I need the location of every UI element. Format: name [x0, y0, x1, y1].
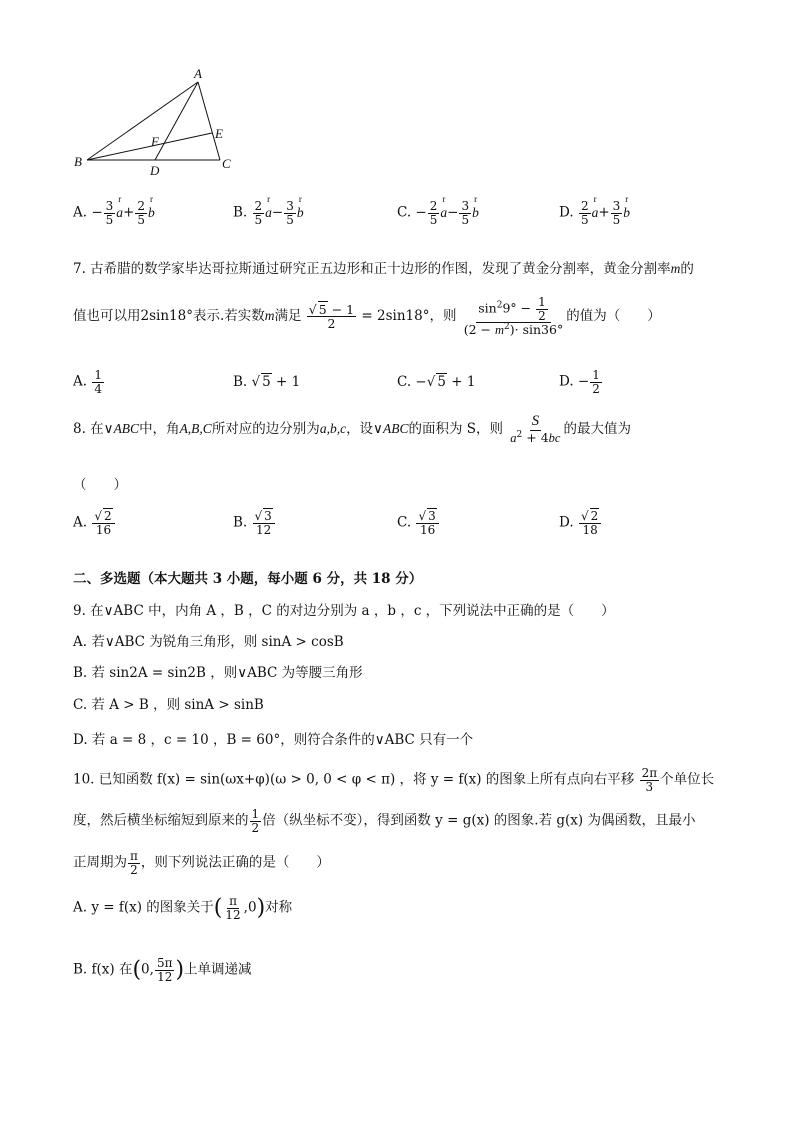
- q8-line1-b: 中，角: [139, 421, 180, 438]
- label-c: C: [222, 156, 231, 171]
- q10-line3-b: ，则下列说法正确的是（ ）: [140, 854, 330, 871]
- q8-paren: （ ）: [73, 477, 127, 493]
- q7-option-b-label: B.: [233, 374, 248, 390]
- q10-option-a[interactable]: A. y = f(x) 的图象关于( $\frac{\pi}{12}$ ,0)对称: [73, 894, 293, 922]
- q8-option-a[interactable]: A. $\frac{√ 2}{16}$: [73, 510, 116, 536]
- q7-line2: 值也可以用2sin18°表示.若实数m满足 $\frac{√ 5 - 1}{2}$ = 2sin18°，则 $\sin^29^\circ$ − $\frac{1}{2}$ $(2 - m^2)\cdot \sin 36^\circ$ 的值为（ ）: [73, 295, 661, 338]
- q6-option-c-label: C.: [397, 204, 412, 221]
- q6-option-c[interactable]: C. − $\frac{2}{5}$ a r − $\frac{3}{5}$ b r: [397, 193, 479, 227]
- q8-line1-c: 所对应的边分别为: [211, 421, 320, 438]
- label-a: A: [194, 66, 202, 81]
- q7-line1-end: 的: [680, 261, 694, 277]
- q9-option-d[interactable]: D. 若 a = 8 ，c = 10 ，B = 60°，则符合条件的∨ABC 只有一个: [73, 732, 474, 748]
- q6-option-a[interactable]: A. − $\frac{3}{5}$ a r + $\frac{2}{5}$ b r: [73, 193, 155, 227]
- q10-line2-b: 倍（纵坐标不变），得到函数 y = g(x) 的图象.若 g(x) 为偶函数，且最小: [262, 812, 696, 829]
- q7-line2-a: 值也可以用2sin18°表示.若实数: [73, 308, 265, 325]
- q7-m: m: [670, 261, 681, 276]
- q8-line1: 8. 在∨ABC中，角A,B,C所对应的边分别为a,b,c，设∨ABC的面积为 S，则 $\frac{S}{a^2 + 4bc}$ 的最大值为: [73, 413, 631, 445]
- q9-option-b[interactable]: B. 若 sin2A = sin2B ，则∨ABC 为等腰三角形: [73, 665, 363, 681]
- q10-option-b[interactable]: B. f(x) 在(0, $\frac{5\pi}{12}$ )上单调递减: [73, 956, 252, 984]
- q10-line2-a: 度，然后横坐标缩短到原来的: [73, 812, 249, 829]
- q8-sides: a,b,c: [319, 421, 347, 437]
- triangle-figure: [70, 62, 245, 182]
- q6-option-d-label: D.: [559, 204, 574, 221]
- q10-line3: 正周期为 $\frac{\pi}{2}$ ，则下列说法正确的是（ ）: [73, 849, 330, 877]
- q7-option-b[interactable]: B. √ 5 + 1: [233, 374, 301, 390]
- q10-option-b-end: 上单调递减: [184, 961, 252, 978]
- q6-option-b[interactable]: B. $\frac{2}{5}$ a r − $\frac{3}{5}$ b r: [233, 193, 304, 227]
- q10-line2: 度，然后横坐标缩短到原来的 $\frac{1}{2}$ 倍（纵坐标不变），得到函数 y = g(x) 的图象.若 g(x) 为偶函数，且最小: [73, 807, 696, 835]
- q8-line1-d: ，设∨: [346, 421, 383, 438]
- label-e: E: [215, 126, 223, 141]
- q7-line2-c: 的值为（ ）: [566, 308, 661, 325]
- q10-option-a-end: 对称: [265, 899, 293, 916]
- q6-option-b-label: B.: [233, 204, 248, 221]
- q10-line3-a: 正周期为: [73, 854, 127, 871]
- q10-line1-b: 个单位长: [660, 771, 715, 788]
- q8-line1-f: 的最大值为: [563, 421, 631, 438]
- section2-title: 二、多选题（本大题共 3 小题，每小题 6 分，共 18 分）: [73, 571, 423, 587]
- q8-option-c[interactable]: C. $\frac{√ 3}{16}$: [397, 510, 440, 536]
- q8-option-a-label: A.: [73, 514, 88, 531]
- label-b: B: [74, 154, 82, 169]
- q8-option-b-label: B.: [233, 514, 248, 531]
- q7-line1-text: 7. 古希腊的数学家毕达哥拉斯通过研究正五边形和正十边形的作图，发现了黄金分割率，黄金分割率: [73, 261, 671, 277]
- q8-option-d-label: D.: [559, 514, 574, 531]
- q6-option-a-label: A.: [73, 204, 88, 221]
- q10-option-a-text: A. y = f(x) 的图象关于: [73, 899, 214, 916]
- q8-line1-a: 8. 在∨: [73, 421, 114, 438]
- q7-option-a-label: A.: [73, 373, 88, 390]
- q7-option-c[interactable]: C. −√ 5 + 1: [397, 374, 476, 390]
- q10-option-b-text: B. f(x) 在: [73, 961, 133, 978]
- label-d: D: [150, 163, 160, 178]
- q9-option-a[interactable]: A. 若∨ABC 为锐角三角形，则 sinA > cosB: [73, 634, 344, 650]
- q9-option-c[interactable]: C. 若 A > B ，则 sinA > sinB: [73, 697, 264, 713]
- q10-line1: 10. 已知函数 f(x) = sin(ωx+φ)(ω > 0, 0 < φ < π) ，将 y = f(x) 的图象上所有点向右平移 $\frac{2\pi}{3}$ 个单位长: [73, 766, 715, 794]
- q9-stem: 9. 在∨ABC 中，内角 A ，B ，C 的对边分别为 a ，b ，c ，下列说法中正确的是（ ）: [73, 603, 615, 619]
- q7-option-d-label: D.: [559, 373, 574, 390]
- q7-line1: [73, 257, 694, 277]
- q8-option-c-label: C.: [397, 514, 412, 531]
- q8-option-d[interactable]: D. $\frac{√ 2}{18}$: [559, 510, 602, 536]
- q8-angles: A,B,C: [179, 421, 212, 437]
- q6-option-d[interactable]: D. $\frac{2}{5}$ a r + $\frac{3}{5}$ b r: [559, 193, 631, 227]
- q7-option-c-label: C.: [397, 374, 412, 390]
- q7-option-a[interactable]: A. $\frac{1}{4}$: [73, 368, 102, 396]
- q7-m-2: m: [264, 308, 275, 324]
- q8-line1-e: 的面积为 S，则: [408, 421, 503, 438]
- q8-option-b[interactable]: B. $\frac{√ 3}{12}$: [233, 510, 276, 536]
- q8-abc-2: ABC: [382, 421, 409, 437]
- q7-line2-b: 满足: [274, 308, 302, 325]
- q10-line1-a: 10. 已知函数 f(x) = sin(ωx+φ)(ω > 0, 0 < φ < π) ，将 y = f(x) 的图象上所有点向右平移: [73, 771, 635, 788]
- q8-abc: ABC: [113, 421, 140, 437]
- label-f: F: [151, 134, 159, 149]
- q7-eq-rhs: = 2sin18°，则: [361, 308, 457, 325]
- q7-option-d[interactable]: D. − $\frac{1}{2}$: [559, 368, 600, 396]
